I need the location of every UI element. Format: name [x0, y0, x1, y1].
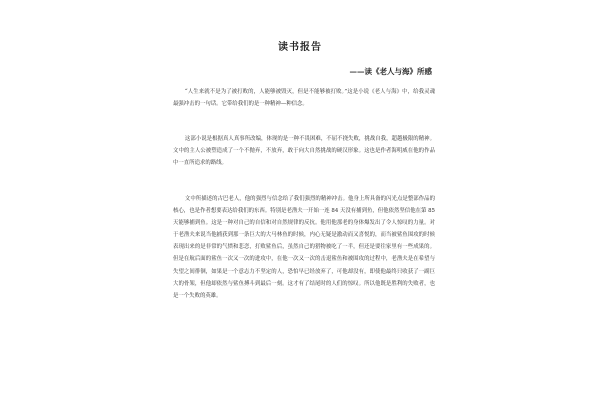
paragraph-1: “人生来就不是为了被打败的，人能够被毁灭，但是不能够被打败。”这是小说《老人与海》中，给我灵魂最强冲击的一句话。它带给我们的是一种精神—种信念。 — [173, 89, 435, 108]
paragraph-2: 这部小说是根据真人真事所改编，体现的是一种不畏困难，不屈不挠失败，挑战自我，超越极限的精神。文中的主人公被塑造成了一个不抛弃，不放弃，敢于向大自然挑战的硬汉形象。这也是作者海明威在他的作品中一直所追求的路线。 — [173, 136, 435, 167]
report-subtitle: ——读《老人与海》所感 — [349, 67, 432, 76]
report-title: 读书报告 — [278, 42, 322, 53]
paragraph-3: 文中所描述的古巴老人，他的强烈与信念给了我们强烈的精神冲击。他身上所具备的闪光点是整部作品的核心，也是作者想要表达给我们的东西。特别是老渔夫一开始一连 84 天没有捕到鱼，但他依然坚信他在第 85 天能够捕到鱼。这是一种对自己的自信和对自然规律的反抗。他用他那老的身体爆发出了令人惊叹的力量。对于老渔夫来说当他捕获到那一条巨大的大马林鱼的时候，内心无疑是激动而又喜悦的，而当被鲨鱼围攻的时候表现出来的是非常的气愤和悲恋，打败鲨鱼后，虽然自己的猎物被吃了一半，但还是要往家里有一些成果的。但是在航后面的鲨鱼一次又一次的进攻中，在他一次又一次的击退鲨鱼和被围攻的过程中，老渔夫是在希望与失望之间徘徊，如果是一个意志力不坚定的人，恐怕早已经放弃了，可他却没有，即使他最终只收获了一副巨大的骨架，但他却依然与鲨鱼搏斗到最后一刻。这才有了结尾时的人们的惊叹。所以他既是胜利的失败者，也是一个失败的英雄。 — [173, 196, 435, 299]
